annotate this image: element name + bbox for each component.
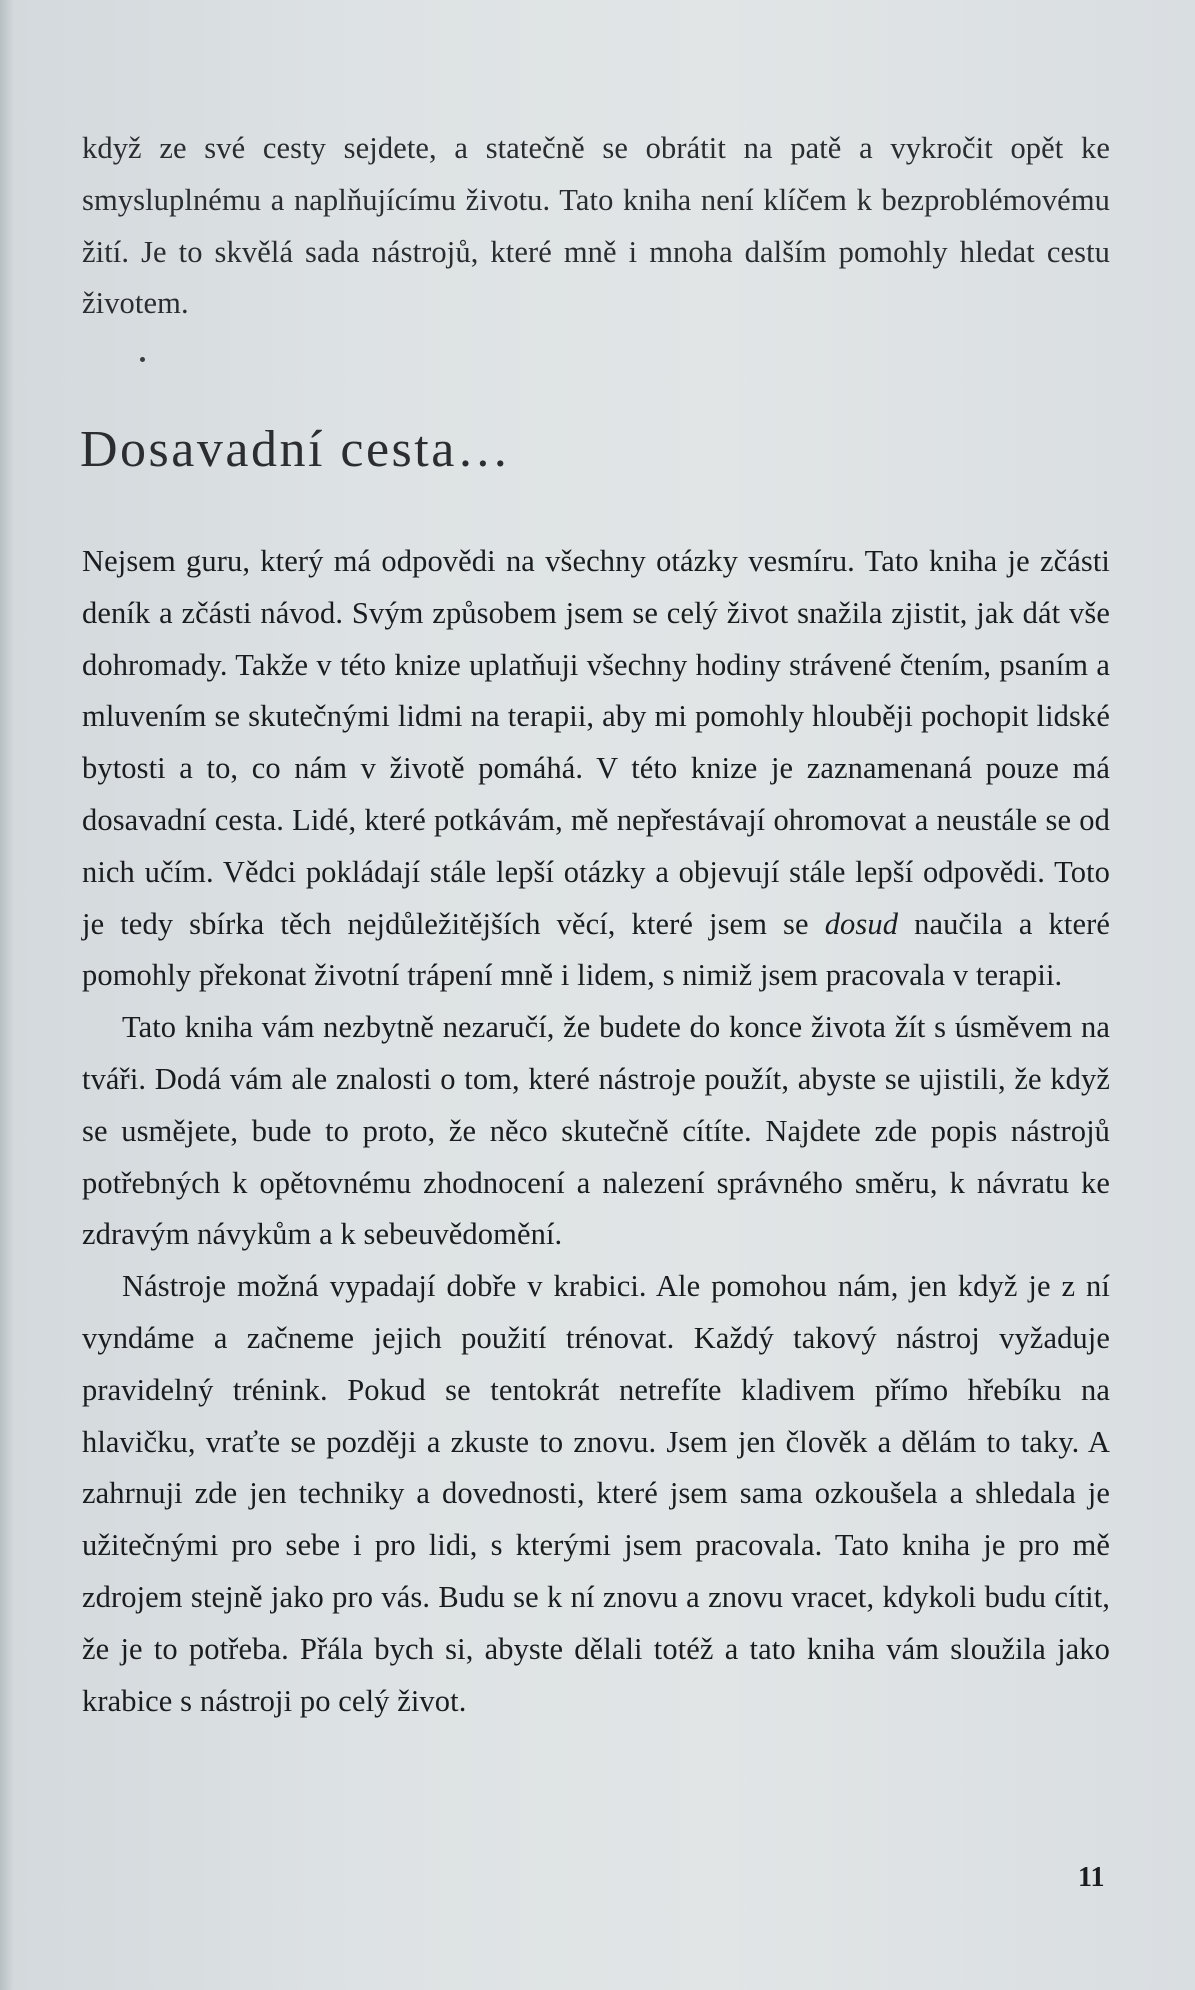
page-number: 11 xyxy=(1078,1862,1105,1893)
print-speck xyxy=(140,357,145,362)
section-body xyxy=(82,536,1110,1727)
paragraph-3: Nástroje možná vypadají dobře v krabici. Ale pomohou nám, jen když je z ní vyndáme a začneme jejich použití trénovat. Každý takový nástroj vyžaduje pravidelný trénink. Pokud se tentokrát netrefíte kladivem přímo hřebíku na hlavičku, vraťte se později a zkuste to znovu. Jsem jen člověk a dělám to taky. A zahrnuji zde jen techniky a dovednosti, které jsem sama ozkoušela a shledala je užitečnými pro sebe i pro lidi, s kterými jsem pracovala. Tato kniha je pro mě zdrojem stejně jako pro vás. Budu se k ní znovu a znovu vracet, kdykoli budu cítit, že je to potřeba. Přála bych si, abyste dělali totéž a tato kniha vám sloužila jako krabice s nástroji po celý život. xyxy=(82,1269,1110,1718)
paragraph-2: Tato kniha vám nezbytně nezaručí, že budete do konce života žít s úsměvem na tváři. Dodá vám ale znalosti o tom, které nástroje použít, abyste se ujistili, že když se usmějete, bude to proto, že něco skutečně cítíte. Najdete zde popis nástrojů potřebných k opětovnému zhodnocení a nalezení správného směru, k návratu ke zdravým návykům a k sebeuvědomění. xyxy=(82,1010,1110,1252)
intro-text-block xyxy=(82,123,1110,330)
paragraph-1-end: naučila a které pomohly překonat životní trápení mně i lidem, s nimiž jsem pracovala v terapii. xyxy=(82,906,1110,993)
page-gutter-shadow xyxy=(0,0,14,1990)
paragraph-1-emphasis: dosud xyxy=(824,906,899,941)
section-heading: Dosavadní cesta… xyxy=(80,421,512,478)
paragraph-1-start: Nejsem guru, který má odpovědi na všechny otázky vesmíru. Tato kniha je zčásti deník a zčásti návod. Svým způsobem jsem se celý život snažila zjistit, jak dát vše dohromady. Takže v této knize uplatňuji všechny hodiny strávené čtením, psaním a mluvením se skutečnými lidmi na terapii, aby mi pomohly hlouběji pochopit lidské bytosti a to, co nám v životě pomáhá. V této knize je zaznamenaná pouze má dosavadní cesta. Lidé, které potkávám, mě nepřestávají ohromovat a neustále se od nich učím. Vědci pokládají stále lepší otázky a objevují stále lepší odpovědi. Toto je tedy sbírka těch nejdůležitějších věcí, které jsem se xyxy=(82,544,1110,941)
paragraph-1 xyxy=(82,536,1110,1002)
intro-paragraph: když ze své cesty sejdete, a statečně se obrátit na patě a vykročit opět ke smysluplnému a naplňujícímu životu. Tato kniha není klíčem k bezproblémovému žití. Je to skvělá sada nástrojů, které mně i mnoha dalším pomohly hledat cestu životem. xyxy=(82,131,1110,321)
